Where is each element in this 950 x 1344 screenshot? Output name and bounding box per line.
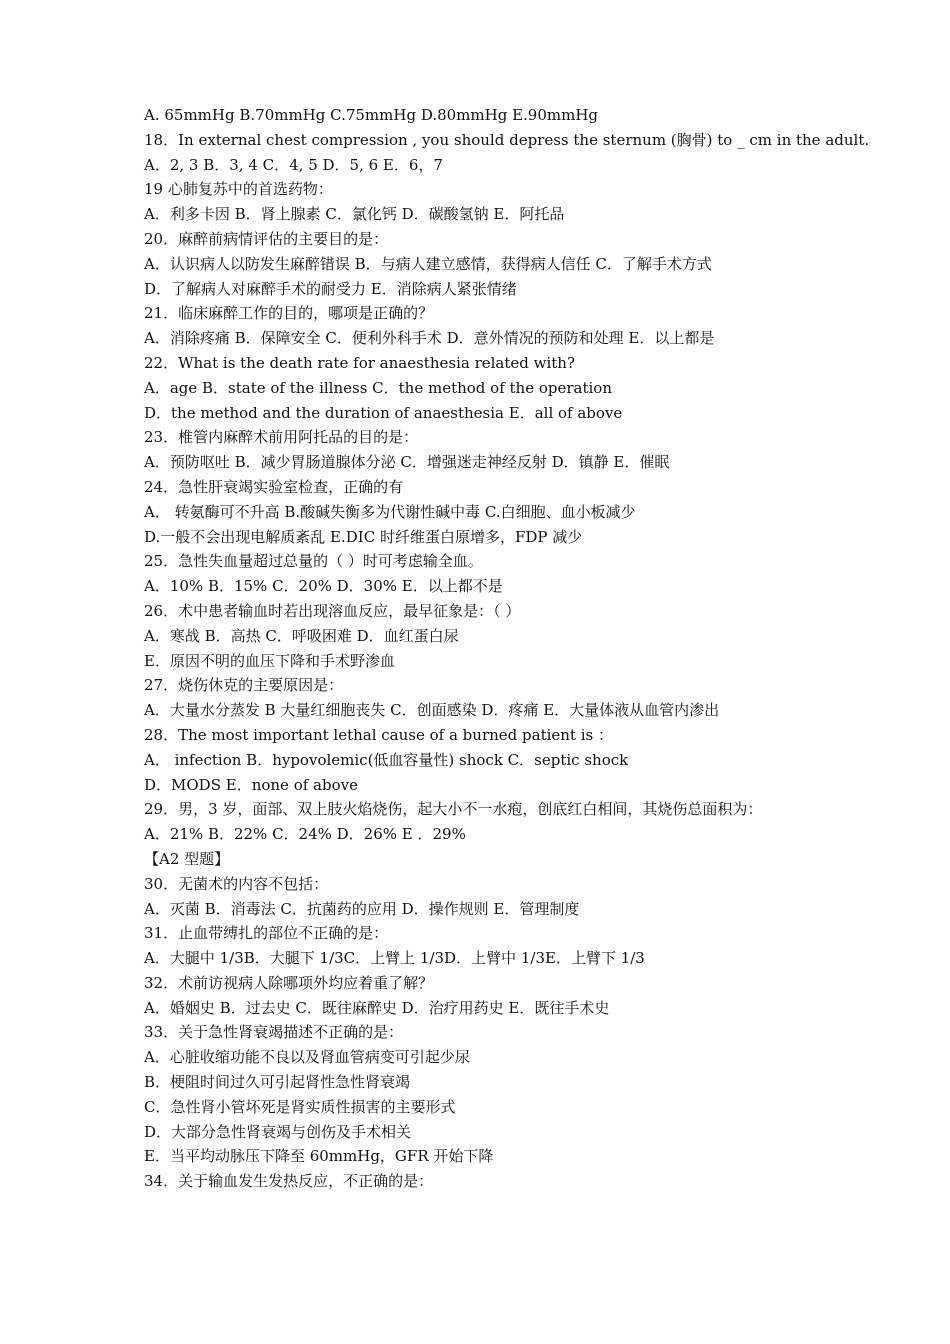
text-line: D.一般不会出现电解质紊乱 E.DIC 时纤维蛋白原增多，FDP 减少: [144, 527, 583, 546]
text-line: 22．What is the death rate for anaesthesia related with?: [144, 353, 576, 372]
text-line: A．灭菌 B．消毒法 C．抗菌药的应用 D．操作规则 E．管理制度: [144, 899, 580, 918]
text-line: D．MODS E．none of above: [144, 775, 358, 794]
text-line: 26．术中患者输血时若出现溶血反应，最早征象是：（ ）: [144, 601, 521, 620]
text-line: 30．无菌术的内容不包括：: [144, 874, 329, 893]
text-line: 32．术前访视病人除哪项外均应着重了解？: [144, 973, 434, 992]
text-line: 24．急性肝衰竭实验室检查，正确的有: [144, 477, 404, 496]
text-line: 27．烧伤休克的主要原因是：: [144, 676, 344, 695]
text-line: A．age B．state of the illness C．the method of the operation: [144, 378, 612, 397]
text-line: A． 转氨酶可不升高 B.酸碱失衡多为代谢性碱中毒 C.白细胞、血小板减少: [144, 502, 636, 521]
text-line: A．婚姻史 B．过去史 C．既往麻醉史 D．治疗用药史 E．既往手术史: [144, 998, 610, 1017]
text-line: A．2, 3 B．3, 4 C．4, 5 D．5, 6 E．6，7: [144, 155, 443, 174]
text-line: A．寒战 B．高热 C．呼吸困难 D．血红蛋白尿: [144, 626, 459, 645]
text-line: 34．关于输血发生发热反应，不正确的是：: [144, 1172, 434, 1191]
text-line: A．10% B．15% C．20% D．30% E．以上都不是: [144, 577, 503, 596]
text-line: 18．In external chest compression , you should depress the sternum (胸骨) to _ cm in the adult.: [144, 130, 870, 149]
section-heading: 【A2 型题】: [144, 849, 230, 868]
text-line: E．原因不明的血压下降和手术野渗血: [144, 651, 395, 670]
text-line: D．了解病人对麻醉手术的耐受力 E．消除病人紧张情绪: [144, 279, 517, 298]
text-line: 23．椎管内麻醉术前用阿托品的目的是：: [144, 428, 419, 447]
text-line: B．梗阻时间过久可引起肾性急性肾衰竭: [144, 1073, 411, 1092]
text-line: E．当平均动脉压下降至 60mmHg，GFR 开始下降: [144, 1147, 494, 1166]
text-line: 31．止血带缚扎的部位不正确的是：: [144, 924, 389, 943]
text-line: D．大部分急性肾衰竭与创伤及手术相关: [144, 1122, 412, 1141]
text-line: 21．临床麻醉工作的目的，哪项是正确的？: [144, 304, 434, 323]
text-line: 29．男，3 岁，面部、双上肢火焰烧伤，起大小不一水疱，创底红白相间，其烧伤总面积为：: [144, 800, 763, 819]
question-text-block: [144, 103, 884, 1194]
text-line: 33．关于急性肾衰竭描述不正确的是：: [144, 1023, 404, 1042]
text-line: 25．急性失血量超过总量的（ ）时可考虑输全血。: [144, 552, 483, 571]
text-line: A．21% B．22% C．24% D．26% E ．29%: [144, 825, 466, 844]
text-line: 19 心肺复苏中的首选药物：: [144, 180, 333, 199]
text-line: A．大量水分蒸发 B 大量红细胞丧失 C．创面感染 D．疼痛 E．大量体液从血管内渗出: [144, 701, 720, 720]
text-line: 20．麻醉前病情评估的主要目的是：: [144, 229, 389, 248]
text-line: A． infection B．hypovolemic(低血容量性) shock C．septic shock: [144, 750, 629, 769]
text-line: A. 65mmHg B.70mmHg C.75mmHg D.80mmHg E.90mmHg: [144, 106, 599, 124]
text-line: C．急性肾小管坏死是肾实质性损害的主要形式: [144, 1097, 456, 1116]
text-line: A．预防呕吐 B．减少胃肠道腺体分泌 C．增强迷走神经反射 D．镇静 E．催眠: [144, 453, 670, 472]
text-line: A．利多卡因 B．肾上腺素 C．氯化钙 D．碳酸氢钠 E．阿托品: [144, 205, 565, 224]
text-line: A．消除疼痛 B．保障安全 C．便利外科手术 D．意外情况的预防和处理 E．以上都是: [144, 329, 715, 348]
text-line: A．心脏收缩功能不良以及肾血管病变可引起少尿: [144, 1048, 470, 1067]
text-line: 28．The most important lethal cause of a burned patient is ：: [144, 725, 613, 744]
text-line: D．the method and the duration of anaesthesia E．all of above: [144, 403, 623, 422]
text-line: A．大腿中 1/3B．大腿下 1/3C．上臂上 1/3D．上臂中 1/3E．上臂下 1/3: [144, 949, 645, 968]
text-line: A．认识病人以防发生麻醉错误 B．与病人建立感情，获得病人信任 C．了解手术方式: [144, 254, 712, 273]
